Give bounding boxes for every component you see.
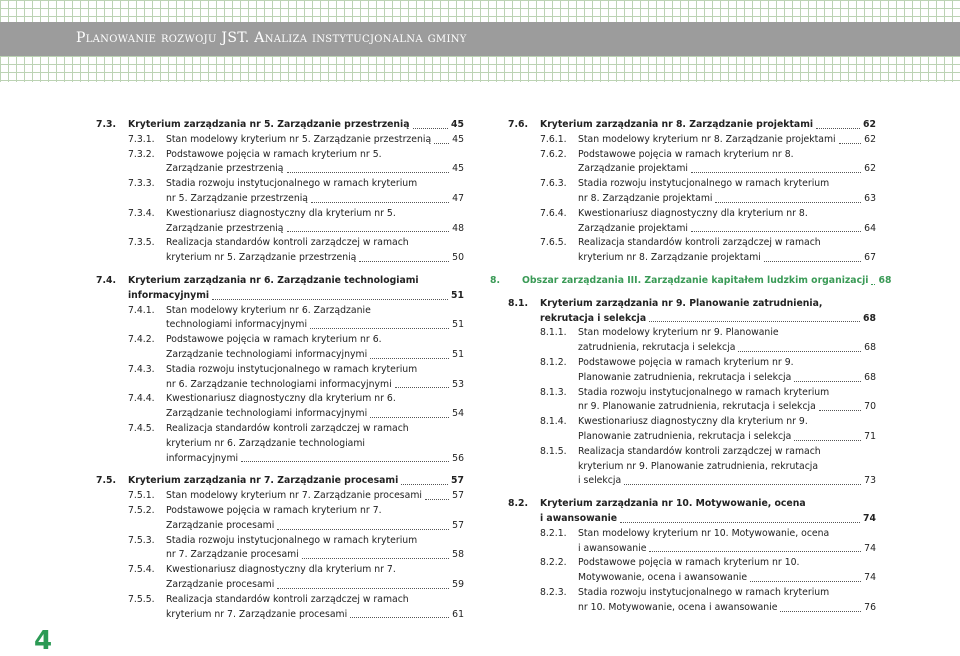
toc-entry[interactable] [508, 133, 876, 148]
toc-entry-title: Stan modelowy kryterium nr 5. Zarządzanie przestrzenią [166, 133, 432, 145]
toc-entry-number: 7.6.1. [540, 133, 567, 145]
toc-entry-page: 58 [452, 549, 464, 561]
toc-entry[interactable] [96, 192, 464, 207]
toc-entry[interactable] [508, 586, 876, 601]
dot-leader [311, 202, 449, 203]
toc-entry-number: 7.3. [96, 119, 117, 130]
toc-entry-number: 8.1.3. [540, 386, 567, 398]
toc-entry-number: 8.1.4. [540, 416, 567, 428]
toc-entry[interactable] [508, 542, 876, 557]
toc-entry-number: 7.6.5. [540, 237, 567, 249]
dot-leader [310, 328, 449, 329]
toc-entry-page: 68 [864, 342, 876, 354]
toc-entry-title: nr 8. Zarządzanie projektami [578, 192, 713, 204]
toc-entry-page: 62 [863, 119, 876, 130]
toc-entry-title: kryterium nr 7. Zarządzanie procesami [166, 608, 348, 620]
toc-entry[interactable] [96, 318, 464, 333]
toc-entry-number: 7.4.4. [128, 393, 155, 405]
toc-entry-number: 7.5.5. [128, 593, 155, 605]
toc-entry[interactable] [508, 312, 876, 327]
toc-entry-title: informacyjnymi [166, 452, 239, 464]
toc-entry-number: 7.3.5. [128, 237, 155, 249]
dot-leader [819, 410, 861, 411]
toc-entry[interactable] [508, 251, 876, 266]
toc-entry[interactable] [96, 289, 464, 304]
toc-entry-page: 74 [864, 542, 876, 554]
dot-leader [816, 128, 860, 129]
toc-entry-title: nr 6. Zarządzanie technologiami informacyjnymi [166, 378, 392, 390]
toc-entry[interactable] [96, 608, 464, 623]
toc-entry[interactable] [508, 474, 876, 489]
toc-entry-number: 7.5.3. [128, 534, 155, 546]
toc-entry-number: 7.3.3. [128, 178, 155, 190]
toc-entry-title: Zarządzanie przestrzenią [166, 163, 284, 175]
page-number: 4 [34, 626, 53, 656]
toc-entry-page: 57 [452, 519, 464, 531]
toc-entry-page: 62 [864, 163, 876, 175]
dot-leader [287, 231, 450, 232]
toc-entry-number: 7.4.2. [128, 334, 155, 346]
toc-entry-title: Stan modelowy kryterium nr 6. Zarządzanie [166, 304, 371, 316]
toc-entry-title: rekrutacja i selekcja [540, 312, 647, 324]
toc-entry[interactable] [96, 378, 464, 393]
toc-entry-title: Obszar zarządzania III. Zarządzanie kapitałem ludzkim organizacji [522, 274, 869, 286]
toc-entry-title: Zarządzanie projektami [578, 222, 688, 234]
toc-entry-page: 68 [878, 274, 892, 286]
toc-entry-page: 47 [452, 192, 464, 204]
dot-leader [370, 417, 449, 418]
toc-entry-title: Stan modelowy kryterium nr 9. Planowanie [578, 327, 779, 339]
toc-entry[interactable] [508, 222, 876, 237]
dot-leader [434, 143, 449, 144]
toc-entry[interactable] [508, 177, 876, 192]
dot-leader [691, 231, 861, 232]
toc-entry-page: 51 [452, 348, 464, 360]
toc-entry[interactable] [96, 437, 464, 452]
toc-entry-number: 7.4.1. [128, 304, 155, 316]
toc-entry-page: 64 [864, 222, 876, 234]
toc-entry-page: 71 [864, 430, 876, 442]
toc-entry-title: Stadia rozwoju instytucjonalnego w ramach kryterium [166, 178, 418, 190]
toc-entry-title: Kwestionariusz diagnostyczny dla kryterium nr 7. [166, 564, 396, 576]
dot-leader [738, 351, 861, 352]
toc-entry-title: Zarządzanie projektami [578, 163, 688, 175]
toc-entry-number: 7.5. [96, 475, 117, 487]
toc-entry[interactable] [96, 162, 464, 177]
toc-entry[interactable] [96, 222, 464, 237]
toc-entry-page: 59 [452, 578, 464, 590]
toc-entry-title: Zarządzanie procesami [166, 578, 275, 590]
toc-entry-number: 7.5.2. [128, 504, 155, 516]
dot-leader [794, 381, 861, 382]
toc-entry-title: Podstawowe pojęcia w ramach kryterium nr 5. [166, 148, 382, 160]
dot-leader [794, 440, 861, 441]
toc-entry[interactable] [508, 192, 876, 207]
toc-entry-title: Kryterium zarządzania nr 5. Zarządzanie przestrzenią [128, 119, 410, 130]
toc-entry-title: i awansowanie [540, 512, 618, 524]
toc-entry[interactable] [96, 251, 464, 266]
toc-entry[interactable] [508, 297, 876, 312]
toc-entry-title: Planowanie zatrudnienia, rekrutacja i selekcja [578, 430, 792, 442]
toc-entry[interactable] [96, 304, 464, 319]
toc-entry-title: Stan modelowy kryterium nr 10. Motywowanie, ocena [578, 527, 830, 539]
dot-leader [302, 558, 449, 559]
toc-entry-title: nr 10. Motywowanie, ocena i awansowanie [578, 601, 778, 613]
toc-entry-number: 8.1.5. [540, 445, 567, 457]
toc-entry-title: kryterium nr 9. Planowanie zatrudnienia, rekrutacja [578, 460, 819, 472]
header-grid-band [0, 0, 960, 82]
toc-entry[interactable] [96, 236, 464, 251]
toc-entry-page: 62 [864, 133, 876, 145]
toc-entry[interactable] [96, 452, 464, 467]
toc-entry-title: nr 7. Zarządzanie procesami [166, 549, 299, 561]
toc-entry-title: Realizacja standardów kontroli zarządczej w ramach [578, 237, 821, 249]
toc-entry[interactable] [490, 274, 892, 289]
toc-entry-title: Podstawowe pojęcia w ramach kryterium nr 9. [578, 356, 794, 368]
toc-entry-title: Realizacja standardów kontroli zarządczej w ramach [166, 237, 409, 249]
toc-entry-page: 61 [452, 608, 464, 620]
toc-entry-title: Podstawowe pojęcia w ramach kryterium nr 6. [166, 334, 382, 346]
toc-entry[interactable] [96, 133, 464, 148]
toc-entry[interactable] [96, 177, 464, 192]
toc-entry-title: Stadia rozwoju instytucjonalnego w ramach kryterium [578, 386, 830, 398]
toc-entry-page: 57 [452, 490, 464, 502]
dot-leader [780, 611, 861, 612]
toc-entry-page: 45 [451, 119, 464, 130]
toc-entry-title: Kwestionariusz diagnostyczny dla kryterium nr 6. [166, 393, 396, 405]
toc-entry-page: 63 [864, 192, 876, 204]
toc-entry-page: 68 [864, 371, 876, 383]
toc-entry-number: 7.3.4. [128, 207, 155, 219]
toc-entry[interactable] [508, 326, 876, 341]
toc-entry-title: zatrudnienia, rekrutacja i selekcja [578, 342, 736, 354]
dot-leader [350, 617, 449, 618]
toc-entry-number: 7.6. [508, 119, 529, 130]
dot-leader [649, 551, 861, 552]
toc-entry-page: 74 [863, 512, 876, 524]
toc-entry[interactable] [96, 363, 464, 378]
toc-entry-title: Zarządzanie technologiami informacyjnymi [166, 408, 368, 420]
toc-entry-title: kryterium nr 5. Zarządzanie przestrzenią [166, 252, 357, 264]
toc-entry[interactable] [96, 504, 464, 519]
toc-entry-title: informacyjnymi [128, 289, 210, 301]
toc-entry-number: 7.3.1. [128, 133, 155, 145]
toc-entry[interactable] [508, 556, 876, 571]
toc-entry[interactable] [508, 512, 876, 527]
toc-entry-title: Stan modelowy kryterium nr 7. Zarządzanie procesami [166, 490, 422, 502]
toc-right-column [490, 118, 892, 616]
toc-entry-page: 56 [452, 452, 464, 464]
toc-entry[interactable] [508, 386, 876, 401]
toc-entry[interactable] [508, 415, 876, 430]
toc-entry-title: i selekcja [578, 475, 622, 487]
toc-entry-number: 7.4. [96, 274, 117, 286]
toc-entry-title: Stan modelowy kryterium nr 8. Zarządzanie projektami [578, 133, 836, 145]
toc-entry[interactable] [96, 563, 464, 578]
dot-leader [871, 284, 875, 285]
toc-entry-number: 7.5.4. [128, 564, 155, 576]
toc-entry[interactable] [96, 148, 464, 163]
dot-leader [624, 484, 861, 485]
toc-entry[interactable] [508, 571, 876, 586]
toc-entry[interactable] [96, 548, 464, 563]
toc-entry[interactable] [508, 460, 876, 475]
toc-entry-page: 50 [452, 252, 464, 264]
toc-entry[interactable] [96, 392, 464, 407]
toc-entry-page: 70 [864, 401, 876, 413]
dot-leader [649, 321, 860, 322]
toc-entry-title: kryterium nr 6. Zarządzanie technologiami [166, 437, 366, 449]
toc-entry-title: Stadia rozwoju instytucjonalnego w ramach kryterium [166, 363, 418, 375]
toc-entry-title: Kryterium zarządzania nr 9. Planowanie zatrudnienia, [540, 297, 823, 309]
toc-entry-number: 8.1.1. [540, 327, 567, 339]
toc-entry-number: 8.1.2. [540, 356, 567, 368]
toc-entry-title: Kwestionariusz diagnostyczny dla kryterium nr 9. [578, 416, 808, 428]
dot-leader [277, 588, 449, 589]
toc-entry[interactable] [96, 207, 464, 222]
toc-entry-title: nr 9. Planowanie zatrudnienia, rekrutacja i selekcja [578, 401, 816, 413]
toc-entry[interactable] [508, 601, 876, 616]
toc-entry-page: 45 [452, 163, 464, 175]
toc-entry[interactable] [508, 236, 876, 251]
toc-entry[interactable] [96, 593, 464, 608]
dot-leader [750, 581, 861, 582]
toc-entry[interactable] [508, 207, 876, 222]
toc-entry-number: 7.6.2. [540, 148, 567, 160]
dot-leader [241, 461, 449, 462]
dot-leader [212, 299, 448, 300]
toc-entry-title: Stadia rozwoju instytucjonalnego w ramach kryterium [166, 534, 418, 546]
dot-leader [413, 128, 449, 129]
toc-entry[interactable] [508, 371, 876, 386]
dot-leader [287, 172, 450, 173]
toc-entry-page: 73 [864, 475, 876, 487]
toc-entry[interactable] [508, 148, 876, 163]
toc-entry[interactable] [96, 578, 464, 593]
toc-entry-page: 74 [864, 572, 876, 584]
toc-entry-title: Kryterium zarządzania nr 7. Zarządzanie procesami [128, 475, 399, 487]
toc-entry-title: Zarządzanie technologiami informacyjnymi [166, 348, 368, 360]
toc-entry-title: Stadia rozwoju instytucjonalnego w ramach kryterium [578, 178, 830, 190]
toc-entry-title: kryterium nr 8. Zarządzanie projektami [578, 252, 761, 264]
toc-entry[interactable] [96, 519, 464, 534]
toc-entry[interactable] [508, 341, 876, 356]
dot-leader [401, 484, 448, 485]
toc-entry[interactable] [508, 118, 876, 133]
toc-entry[interactable] [508, 162, 876, 177]
title-bar [0, 22, 960, 56]
toc-entry-title: nr 5. Zarządzanie przestrzenią [166, 192, 308, 204]
dot-leader [691, 172, 861, 173]
toc-entry-number: 7.4.3. [128, 363, 155, 375]
dot-leader [277, 529, 449, 530]
toc-entry-number: 7.4.5. [128, 422, 155, 434]
toc-entry-title: Stadia rozwoju instytucjonalnego w ramach kryterium [578, 586, 830, 598]
toc-entry-number: 8.2.3. [540, 586, 567, 598]
toc-entry-title: Podstawowe pojęcia w ramach kryterium nr 7. [166, 504, 382, 516]
toc-entry-page: 45 [452, 133, 464, 145]
toc-entry-title: Podstawowe pojęcia w ramach kryterium nr 8. [578, 148, 794, 160]
toc-entry-number: 7.3.2. [128, 148, 155, 160]
toc-entry-number: 8. [490, 274, 501, 286]
toc-entry-title: Motywowanie, ocena i awansowanie [578, 572, 748, 584]
toc-entry-title: Zarządzanie procesami [166, 519, 275, 531]
toc-entry-number: 7.6.4. [540, 207, 567, 219]
dot-leader [395, 387, 449, 388]
toc-entry-title: Planowanie zatrudnienia, rekrutacja i selekcja [578, 371, 792, 383]
toc-entry-title: i awansowanie [578, 542, 647, 554]
toc-entry-number: 8.1. [508, 297, 529, 309]
toc-entry-title: Kryterium zarządzania nr 10. Motywowanie, ocena [540, 498, 806, 510]
toc-entry[interactable] [96, 348, 464, 363]
toc-entry-number: 8.2.2. [540, 557, 567, 569]
toc-entry-page: 54 [452, 408, 464, 420]
dot-leader [359, 261, 449, 262]
toc-entry-number: 8.2.1. [540, 527, 567, 539]
toc-entry[interactable] [508, 527, 876, 542]
toc-entry-page: 48 [452, 222, 464, 234]
dot-leader [764, 261, 861, 262]
toc-entry[interactable] [96, 534, 464, 549]
toc-entry-page: 68 [863, 312, 876, 324]
toc-left-column [96, 118, 464, 622]
dot-leader [715, 202, 861, 203]
toc-entry[interactable] [96, 274, 464, 289]
toc-entry[interactable] [508, 400, 876, 415]
toc-entry-page: 76 [864, 601, 876, 613]
toc-entry-title: Realizacja standardów kontroli zarządczej w ramach [166, 593, 409, 605]
toc-entry[interactable] [508, 430, 876, 445]
dot-leader [620, 522, 860, 523]
toc-entry-number: 8.2. [508, 498, 529, 510]
toc-entry[interactable] [96, 474, 464, 489]
toc-entry-number: 7.6.3. [540, 178, 567, 190]
dot-leader [370, 358, 449, 359]
toc-entry-title: technologiami informacyjnymi [166, 319, 308, 331]
toc-entry-title: Realizacja standardów kontroli zarządczej w ramach [166, 422, 409, 434]
toc-entry-title: Kryterium zarządzania nr 8. Zarządzanie projektami [540, 119, 814, 130]
toc-entry-page: 51 [452, 319, 464, 331]
toc-entry[interactable] [96, 118, 464, 133]
toc-entry-title: Kwestionariusz diagnostyczny dla kryterium nr 8. [578, 207, 808, 219]
toc-entry-title: Realizacja standardów kontroli zarządczej w ramach [578, 445, 821, 457]
toc-entry-page: 67 [864, 252, 876, 264]
toc-entry-title: Kryterium zarządzania nr 6. Zarządzanie technologiami [128, 274, 419, 286]
running-title: Planowanie rozwoju JST. Analiza instytucjonalna gminy [76, 30, 467, 46]
toc-entry[interactable] [96, 422, 464, 437]
toc-entry-page: 51 [451, 289, 464, 301]
toc-entry-title: Kwestionariusz diagnostyczny dla kryterium nr 5. [166, 207, 396, 219]
dot-leader [839, 143, 862, 144]
toc-entry-page: 53 [452, 378, 464, 390]
toc-entry[interactable] [508, 497, 876, 512]
toc-entry[interactable] [508, 445, 876, 460]
toc-entry[interactable] [96, 489, 464, 504]
dot-leader [425, 499, 449, 500]
toc-entry[interactable] [508, 356, 876, 371]
toc-entry-page: 57 [451, 475, 464, 487]
toc-entry-number: 7.5.1. [128, 490, 155, 502]
toc-entry-title: Zarządzanie przestrzenią [166, 222, 284, 234]
toc-entry-title: Podstawowe pojęcia w ramach kryterium nr 10. [578, 557, 800, 569]
toc-entry[interactable] [96, 333, 464, 348]
toc-entry[interactable] [96, 407, 464, 422]
